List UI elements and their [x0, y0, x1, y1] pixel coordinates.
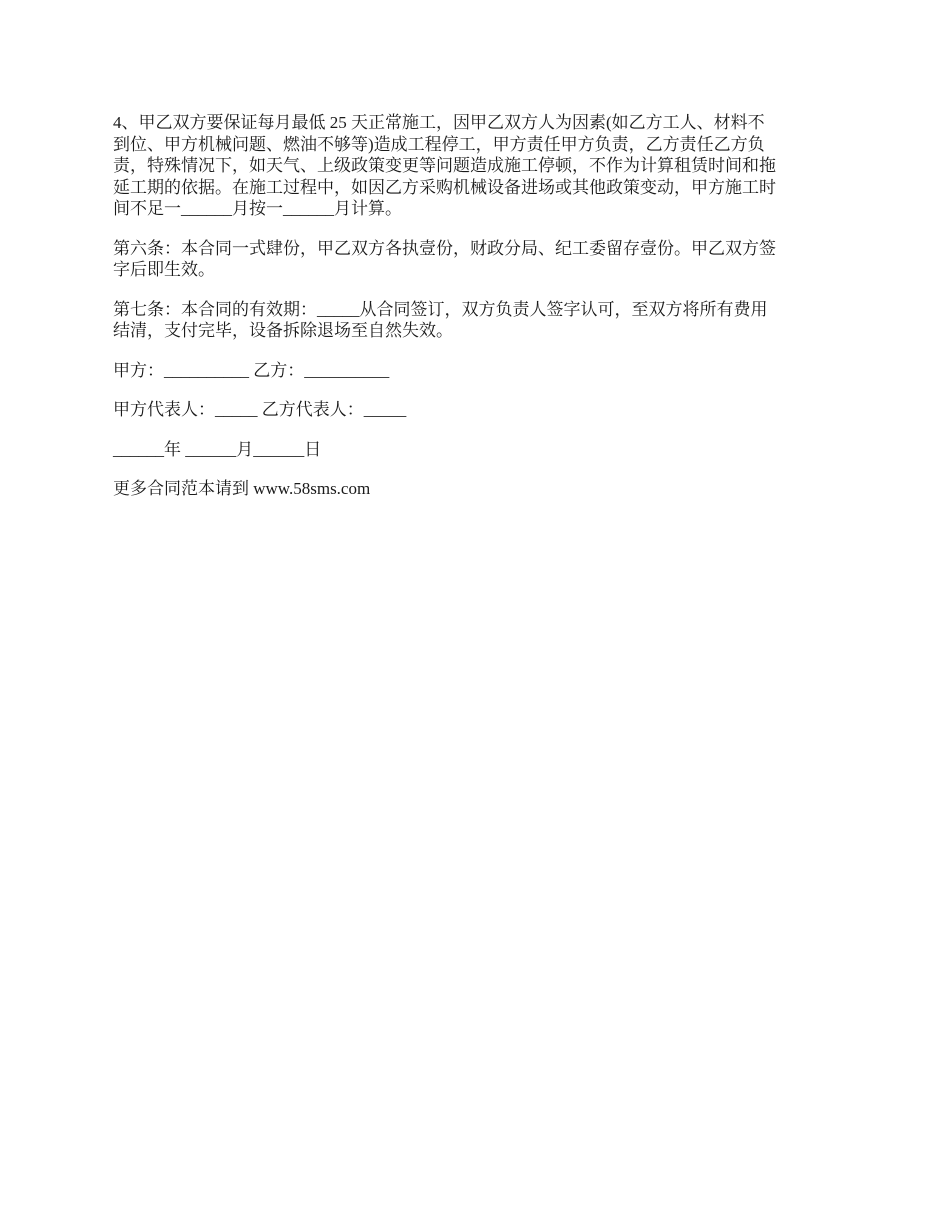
text-line: 到位、甲方机械问题、燃油不够等)造成工程停工，甲方责任甲方负责，乙方责任乙方负 [113, 134, 765, 154]
text-line: ______年 ______月______日 [113, 439, 322, 459]
text-line: 字后即生效。 [113, 260, 215, 279]
text-line: 第七条：本合同的有效期：_____从合同签订，双方负责人签字认可，至双方将所有费用 [113, 299, 768, 319]
document-body [113, 112, 841, 518]
parties-signature-line [113, 360, 841, 382]
representatives-signature-line [113, 399, 841, 421]
text-line: 更多合同范本请到 www.58sms.com [113, 479, 371, 498]
text-line: 甲方代表人：_____ 乙方代表人：_____ [113, 400, 407, 419]
paragraph-article-7 [113, 299, 841, 342]
text-line: 4、甲乙双方要保证每月最低 25 天正常施工，因甲乙双方人为因素(如乙方工人、材料不 [113, 113, 765, 132]
text-line: 结清，支付完毕，设备拆除退场至自然失效。 [113, 321, 453, 340]
paragraph-article-6 [113, 238, 841, 281]
text-line: 责，特殊情况下，如天气、上级政策变更等问题造成施工停顿，不作为计算租赁时间和拖 [113, 156, 776, 175]
text-line: 第六条：本合同一式肆份，甲乙双方各执壹份，财政分局、纪工委留存壹份。甲乙双方签 [113, 238, 776, 258]
text-line: 间不足一______月按一______月计算。 [113, 199, 402, 218]
footer-note [113, 478, 841, 500]
text-line: 延工期的依据。在施工过程中，如因乙方采购机械设备进场或其他政策变动，甲方施工时 [113, 177, 776, 197]
date-line [113, 439, 841, 461]
text-line: 甲方：__________ 乙方：__________ [113, 360, 390, 380]
paragraph-clause-4 [113, 112, 841, 220]
